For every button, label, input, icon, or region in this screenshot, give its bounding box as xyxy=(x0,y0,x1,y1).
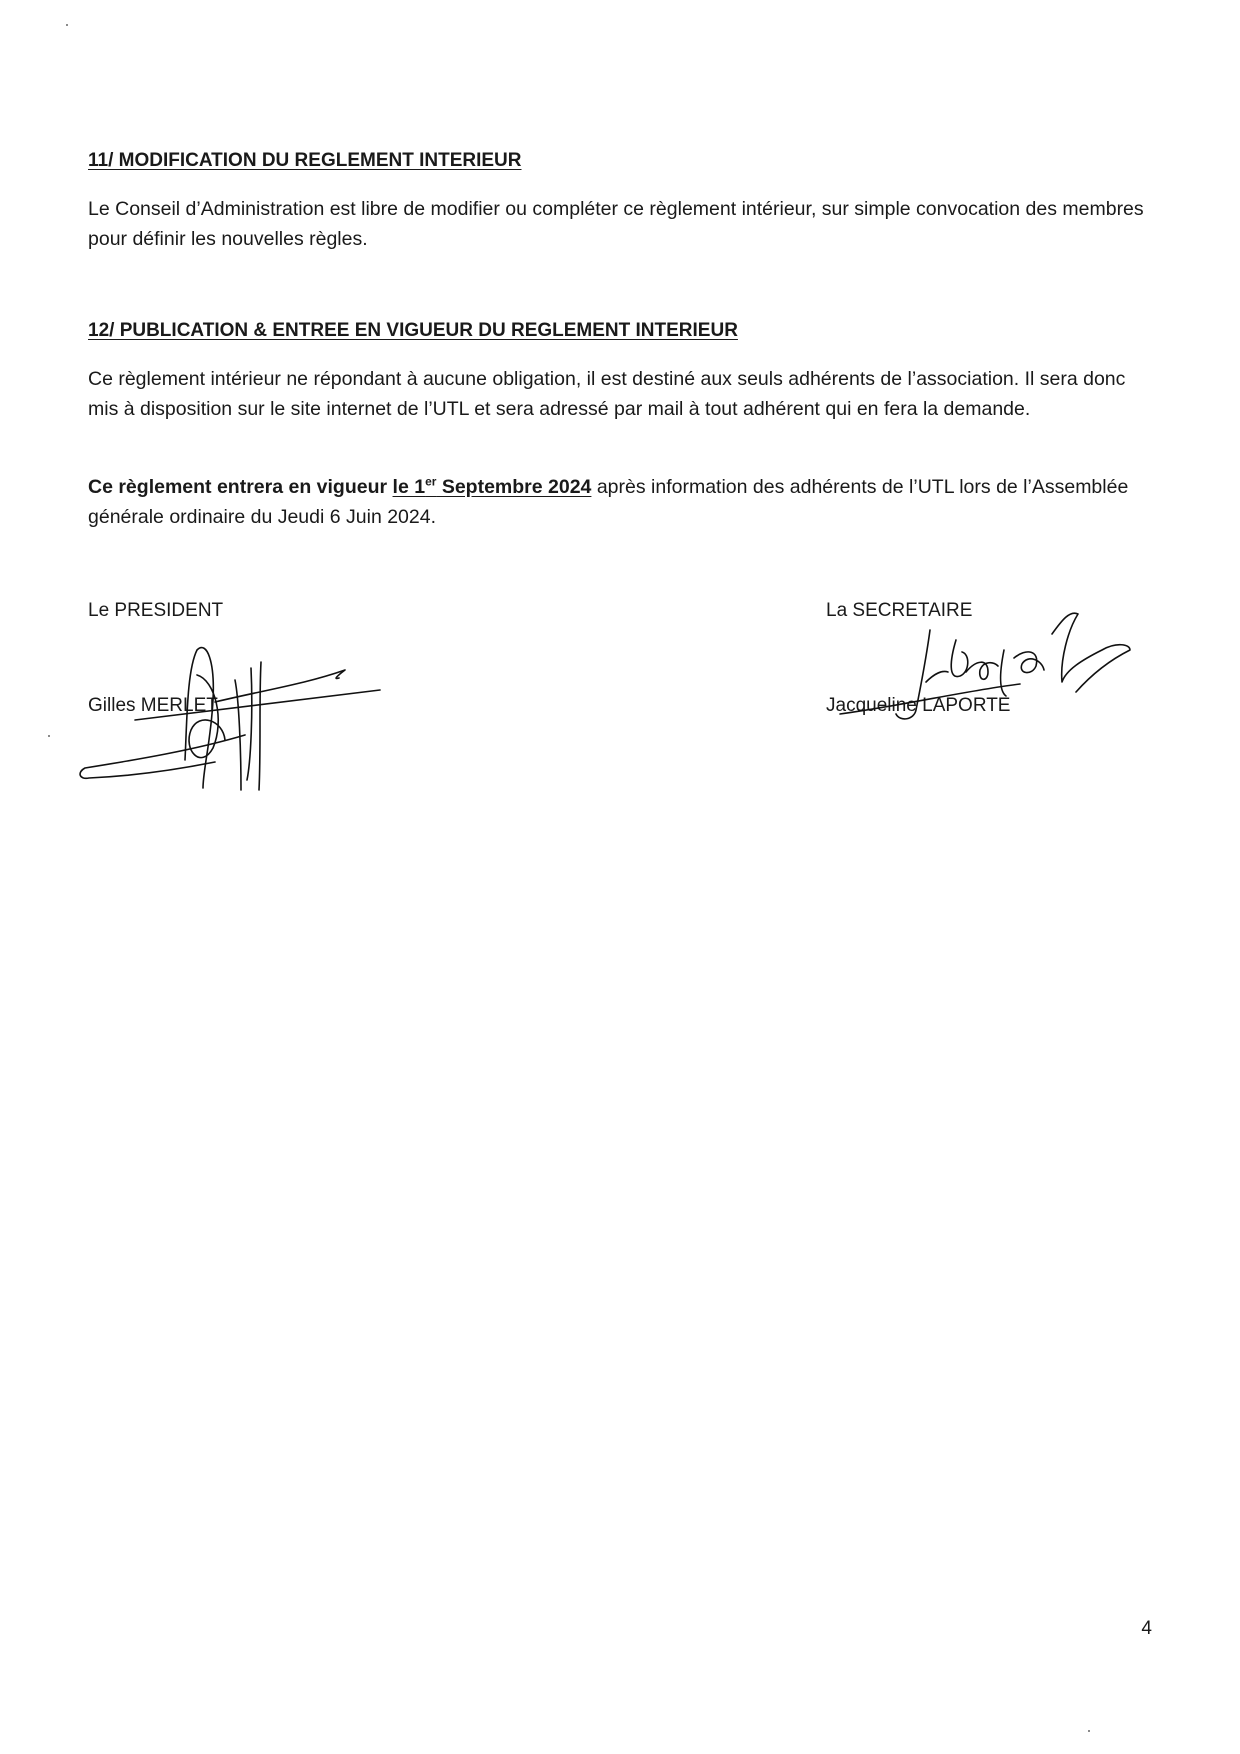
effective-date-paragraph xyxy=(88,472,1148,532)
secretary-role: La SECRETAIRE xyxy=(826,600,973,621)
section-12-title: 12/ PUBLICATION & ENTREE EN VIGUEUR DU REGLEMENT INTERIEUR xyxy=(88,320,738,341)
president-signature xyxy=(75,640,395,800)
effective-date xyxy=(393,476,592,498)
section-11-title: 11/ MODIFICATION DU REGLEMENT INTERIEUR xyxy=(88,150,522,171)
effective-date-month-year: Septembre 2024 xyxy=(436,476,592,498)
scan-speck xyxy=(66,24,68,26)
section-11-paragraph: Le Conseil d’Administration est libre de modifier ou compléter ce règlement intérieur, sur simple convocation des membres pour définir les nouvelles règles. xyxy=(88,198,1144,250)
effective-date-ordinal: er xyxy=(425,474,437,489)
effective-lead: Ce règlement entrera en vigueur xyxy=(88,476,388,498)
secretary-name: Jacqueline LAPORTE xyxy=(826,695,1011,716)
scan-speck xyxy=(1088,1730,1090,1732)
effective-date-day: le 1 xyxy=(392,476,426,498)
section-12-paragraph: Ce règlement intérieur ne répondant à aucune obligation, il est destiné aux seuls adhérents de l’association. Il sera donc mis à disposition sur le site internet de l’UTL et sera adressé par mail à tout adhérent qui en fera la demande. xyxy=(88,368,1126,420)
president-role: Le PRESIDENT xyxy=(88,600,224,621)
scan-speck xyxy=(48,735,50,737)
page-number: 4 xyxy=(1141,1618,1152,1639)
president-name: Gilles MERLET xyxy=(88,695,218,716)
effective-rest: après information des adhérents de l’UTL lors de l’Assemblée générale ordinaire du Jeudi 6 Juin 2024. xyxy=(88,476,1129,528)
